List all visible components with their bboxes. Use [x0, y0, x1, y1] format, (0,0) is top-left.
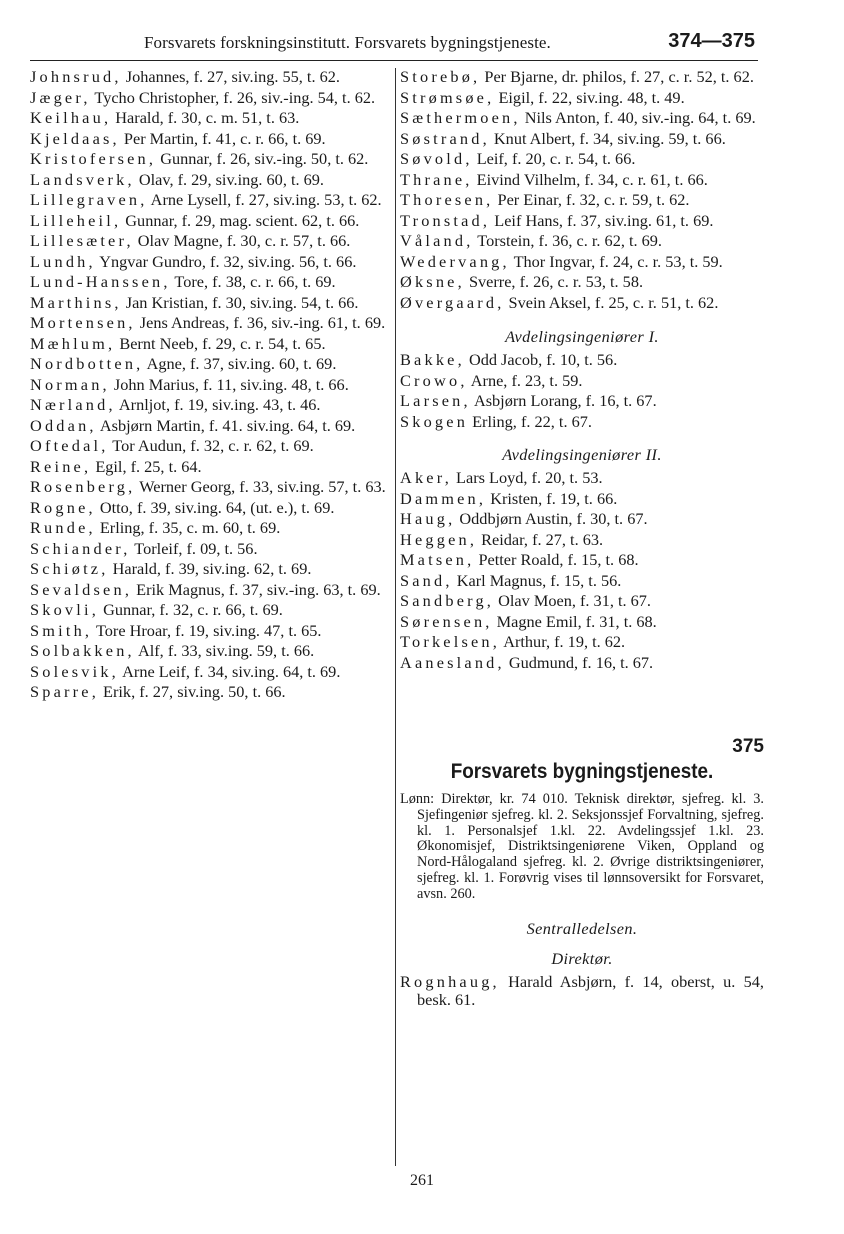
list-item [400, 654, 764, 673]
entry-surname: Heggen, [400, 529, 478, 549]
entry-surname: Skovli, [30, 600, 99, 619]
section-heading-avd-2: Avdelingsingeniører II. [502, 445, 662, 464]
entry-details: Arne Leif, f. 34, siv.ing. 64, t. 69. [118, 661, 341, 681]
right-column [400, 68, 764, 1012]
entry-details: Harald Asbjørn, f. 14, oberst, u. 54, besk. 61. [417, 971, 764, 1010]
list-item [30, 191, 388, 210]
entry-details: Erik, f. 27, siv.ing. 50, t. 66. [98, 682, 286, 701]
left-entry-list [30, 68, 388, 702]
entry-surname: Keilhau, [30, 108, 112, 127]
entry-details: Arthur, f. 19, t. 62. [500, 632, 626, 651]
entry-surname: Solesvik, [30, 661, 119, 681]
entry-surname: Landsverk, [30, 169, 135, 189]
entry-surname: Norman, [30, 374, 110, 394]
entry-surname: Kristofersen, [30, 149, 157, 168]
entry-details: Erling, f. 35, c. m. 60, t. 69. [95, 518, 281, 537]
entry-details: Kristen, f. 19, t. 66. [486, 488, 618, 508]
entry-surname: Marthins, [30, 292, 122, 312]
entry-details: Tycho Christopher, f. 26, siv.-ing. 54, t. 62. [90, 87, 376, 107]
entry-details: Lars Loyd, f. 20, t. 53. [451, 468, 603, 487]
entry-surname: Oddan, [30, 415, 97, 435]
wage-paragraph: Lønn: Direktør, kr. 74 010. Teknisk direktør, sjefreg. kl. 3. Sjefingeniør sjefreg. kl. 2. Seksjonssjef Forvaltning, sjefreg. kl. 1. Personalsjef 1.kl. 22. Avdelingssjef 1.kl. 23. Økonomisjef, Distriktsingeniørene Viken, Oppland og Nord-Hålogaland sjefreg. kl. 2. Øvrige distriktsingeniører, sjefreg. kl. 1. Forøvrig vises til lønnsoversikt for Forsvaret, avsn. 260. [400, 791, 764, 902]
entry-details: Per Bjarne, dr. philos, f. 27, c. r. 52, t. 62. [480, 67, 754, 86]
entry-surname: Crowo, [400, 370, 468, 390]
entry-details: Werner Georg, f. 33, siv.ing. 57, t. 63. [135, 477, 386, 496]
entry-details: Otto, f. 39, siv.ing. 64, (ut. e.), t. 69. [95, 497, 335, 517]
entry-surname: Aanesland, [400, 652, 505, 672]
entry-surname: Lundh, [30, 251, 96, 271]
entry-details: Olav Moen, f. 31, t. 67. [494, 591, 651, 610]
entry-surname: Nordbotten, [30, 354, 144, 373]
list-item [400, 490, 764, 509]
list-item [30, 171, 388, 190]
list-item [400, 510, 764, 529]
entry-details: Asbjørn Martin, f. 41. siv.ing. 64, t. 69. [96, 415, 356, 435]
list-item [400, 89, 764, 108]
entry-surname: Storebø, [400, 67, 481, 86]
list-item [30, 663, 388, 682]
entry-surname: Mæhlum, [30, 333, 116, 353]
section-1-entry-list [400, 351, 764, 431]
list-item [400, 592, 764, 611]
entry-surname: Rosenberg, [30, 477, 136, 496]
entry-surname: Tronstad, [400, 210, 491, 230]
list-item [30, 581, 388, 600]
section-heading-avd-1: Avdelingsingeniører I. [505, 327, 659, 346]
list-item [400, 232, 764, 251]
entry-surname: Sand, [400, 570, 453, 590]
entry-details: Odd Jacob, f. 10, t. 56. [464, 350, 618, 369]
list-item [400, 531, 764, 550]
entry-details: Eigil, f. 22, siv.ing. 48, t. 49. [494, 87, 685, 107]
entry-surname: Sandberg, [400, 591, 495, 610]
entry-surname: Thoresen, [400, 190, 494, 209]
list-item [400, 191, 764, 210]
entry-surname: Øksne, [400, 272, 465, 291]
entry-details: Knut Albert, f. 34, siv.ing. 59, t. 66. [489, 128, 726, 148]
entry-details: Agne, f. 37, siv.ing. 60, t. 69. [143, 354, 337, 373]
entry-surname: Larsen, [400, 391, 471, 410]
entry-surname: Bakke, [400, 350, 465, 369]
header-page-range: 374—375 [668, 30, 755, 52]
section-number: 375 [732, 736, 764, 757]
entry-surname: Nærland, [30, 395, 116, 414]
left-column [30, 68, 388, 704]
list-item [400, 572, 764, 591]
list-item [30, 273, 388, 292]
entry-surname: Runde, [30, 518, 96, 537]
entry-details: Petter Roald, f. 15, t. 68. [474, 550, 639, 569]
entry-surname: Lund-Hanssen, [30, 272, 171, 291]
right-entry-list [400, 68, 764, 312]
entry-details: Yngvar Gundro, f. 32, siv.ing. 56, t. 66. [95, 251, 357, 271]
subheading-sentralledelsen: Sentralledelsen. [526, 918, 638, 938]
entry-details: Tore Hroar, f. 19, siv.ing. 47, t. 65. [92, 620, 322, 640]
entry-details: Jens Andreas, f. 36, siv.-ing. 61, t. 69. [135, 313, 386, 332]
entry-details: Arnljot, f. 19, siv.ing. 43, t. 46. [115, 395, 321, 414]
list-item [30, 253, 388, 272]
list-item [30, 109, 388, 128]
list-item [30, 232, 388, 251]
entry-surname: Torkelsen, [400, 632, 501, 651]
subheading-direktor: Direktør. [551, 948, 613, 968]
list-item [30, 396, 388, 415]
entry-details: Nils Anton, f. 40, siv.-ing. 64, t. 69. [520, 108, 756, 127]
entry-details: Thor Ingvar, f. 24, c. r. 53, t. 59. [509, 251, 723, 271]
entry-details: Olav, f. 29, siv.ing. 60, t. 69. [134, 169, 324, 189]
entry-surname: Schiander, [30, 538, 131, 558]
list-item [30, 314, 388, 333]
list-item [400, 109, 764, 128]
entry-details: Gunnar, f. 26, siv.-ing. 50, t. 62. [156, 149, 369, 168]
entry-surname: Johnsrud, [30, 67, 122, 86]
list-item [30, 335, 388, 354]
entry-surname: Lillesæter, [30, 231, 134, 250]
entry-details: Arne Lysell, f. 27, siv.ing. 53, t. 62. [147, 190, 382, 209]
entry-details: Johannes, f. 27, siv.ing. 55, t. 62. [121, 67, 340, 86]
entry-surname: Sørensen, [400, 611, 493, 631]
entry-details: Per Martin, f. 41, c. r. 66, t. 69. [119, 128, 326, 148]
list-item [30, 437, 388, 456]
list-item [30, 150, 388, 169]
entry-surname: Skogen [400, 411, 469, 431]
list-item [400, 551, 764, 570]
entry-details: Bernt Neeb, f. 29, c. r. 54, t. 65. [115, 333, 326, 353]
list-item [30, 458, 388, 477]
column-divider [395, 68, 396, 1166]
entry-details: Egil, f. 25, t. 64. [91, 456, 202, 476]
list-item [30, 642, 388, 661]
entry-details: Arne, f. 23, t. 59. [467, 370, 583, 390]
entry-details: Sverre, f. 26, c. r. 53, t. 58. [464, 272, 644, 291]
entry-surname: Søstrand, [400, 128, 490, 148]
list-item [400, 68, 764, 87]
list-item [30, 355, 388, 374]
entry-surname: Haug, [400, 509, 456, 528]
entry-surname: Jæger, [30, 87, 91, 107]
entry-details: Gunnar, f. 32, c. r. 66, t. 69. [99, 600, 283, 619]
list-item [30, 294, 388, 313]
section-2-entry-list [400, 469, 764, 672]
entry-details: Per Einar, f. 32, c. r. 59, t. 62. [493, 190, 690, 209]
entry-surname: Søvold, [400, 149, 473, 168]
entry-details: Oddbjørn Austin, f. 30, t. 67. [455, 509, 648, 528]
entry-surname: Matsen, [400, 550, 475, 569]
list-item [400, 212, 764, 231]
list-item [400, 150, 764, 169]
entry-details: Erik Magnus, f. 37, siv.-ing. 63, t. 69. [132, 579, 381, 599]
list-item [400, 633, 764, 652]
header-title: Forsvarets forskningsinstitutt. Forsvarets bygningstjeneste. [144, 33, 551, 52]
entry-details: Leif, f. 20, c. r. 54, t. 66. [472, 149, 636, 168]
list-item [30, 519, 388, 538]
list-item [30, 68, 388, 87]
entry-details: Olav Magne, f. 30, c. r. 57, t. 66. [133, 231, 351, 250]
list-item [30, 376, 388, 395]
list-item [400, 413, 764, 432]
list-item [30, 130, 388, 149]
page-number: 261 [410, 1172, 434, 1189]
director-entry [400, 973, 764, 1010]
entry-surname: Kjeldaas, [30, 128, 120, 148]
list-item [30, 499, 388, 518]
list-item [30, 417, 388, 436]
list-item [400, 171, 764, 190]
entry-details: John Marius, f. 11, siv.ing. 48, t. 66. [109, 374, 349, 394]
section-title: Forsvarets bygningstjeneste. [450, 760, 714, 783]
entry-surname: Oftedal, [30, 436, 109, 455]
list-item [400, 294, 764, 313]
entry-surname: Sparre, [30, 682, 99, 701]
entry-details: Harald, f. 39, siv.ing. 62, t. 69. [108, 559, 312, 578]
running-header [30, 30, 758, 61]
entry-details: Torleif, f. 09, t. 56. [130, 538, 258, 558]
list-item [400, 613, 764, 632]
list-item [400, 469, 764, 488]
list-item [30, 89, 388, 108]
entry-details: Karl Magnus, f. 15, t. 56. [452, 570, 622, 590]
list-item [400, 130, 764, 149]
entry-details: Asbjørn Lorang, f. 16, t. 67. [470, 391, 657, 410]
list-item [30, 683, 388, 702]
entry-surname: Solbakken, [30, 641, 135, 660]
entry-surname: Sevaldsen, [30, 579, 133, 599]
entry-details: Magne Emil, f. 31, t. 68. [492, 611, 657, 631]
entry-details: Leif Hans, f. 37, siv.ing. 61, t. 69. [490, 210, 714, 230]
entry-surname: Mortensen, [30, 313, 136, 332]
entry-details: Alf, f. 33, siv.ing. 59, t. 66. [134, 641, 315, 660]
entry-details: Jan Kristian, f. 30, siv.ing. 54, t. 66. [121, 292, 359, 312]
entry-surname: Våland, [400, 231, 474, 250]
list-item [30, 601, 388, 620]
entry-surname: Rognhaug, [400, 971, 500, 991]
list-item [400, 351, 764, 370]
entry-surname: Reine, [30, 456, 92, 476]
entry-surname: Schiøtz, [30, 559, 109, 578]
list-item [30, 622, 388, 641]
list-item [30, 212, 388, 231]
entry-details: Eivind Vilhelm, f. 34, c. r. 61, t. 66. [472, 169, 708, 189]
entry-details: Gudmund, f. 16, t. 67. [504, 652, 654, 672]
list-item [400, 392, 764, 411]
entry-surname: Wedervang, [400, 251, 510, 271]
entry-details: Gunnar, f. 29, mag. scient. 62, t. 66. [121, 210, 360, 230]
entry-surname: Aker, [400, 468, 452, 487]
entry-details: Reidar, f. 27, t. 63. [477, 529, 604, 549]
list-item [30, 540, 388, 559]
entry-surname: Sæthermoen, [400, 108, 521, 127]
list-item [30, 560, 388, 579]
list-item [400, 372, 764, 391]
entry-surname: Strømsøe, [400, 87, 495, 107]
entry-surname: Lillegraven, [30, 190, 148, 209]
entry-surname: Thrane, [400, 169, 473, 189]
list-item [30, 478, 388, 497]
list-item [400, 273, 764, 292]
entry-details: Erling, f. 22, t. 67. [468, 411, 592, 431]
entry-details: Tore, f. 38, c. r. 66, t. 69. [170, 272, 336, 291]
entry-details: Harald, f. 30, c. m. 51, t. 63. [111, 108, 300, 127]
entry-surname: Dammen, [400, 488, 487, 508]
entry-surname: Lilleheil, [30, 210, 122, 230]
entry-surname: Rogne, [30, 497, 96, 517]
list-item [400, 253, 764, 272]
entry-details: Torstein, f. 36, c. r. 62, t. 69. [473, 231, 662, 250]
entry-surname: Smith, [30, 620, 93, 640]
entry-details: Svein Aksel, f. 25, c. r. 51, t. 62. [504, 292, 719, 312]
entry-details: Tor Audun, f. 32, c. r. 62, t. 69. [108, 436, 314, 455]
entry-surname: Øvergaard, [400, 292, 505, 312]
